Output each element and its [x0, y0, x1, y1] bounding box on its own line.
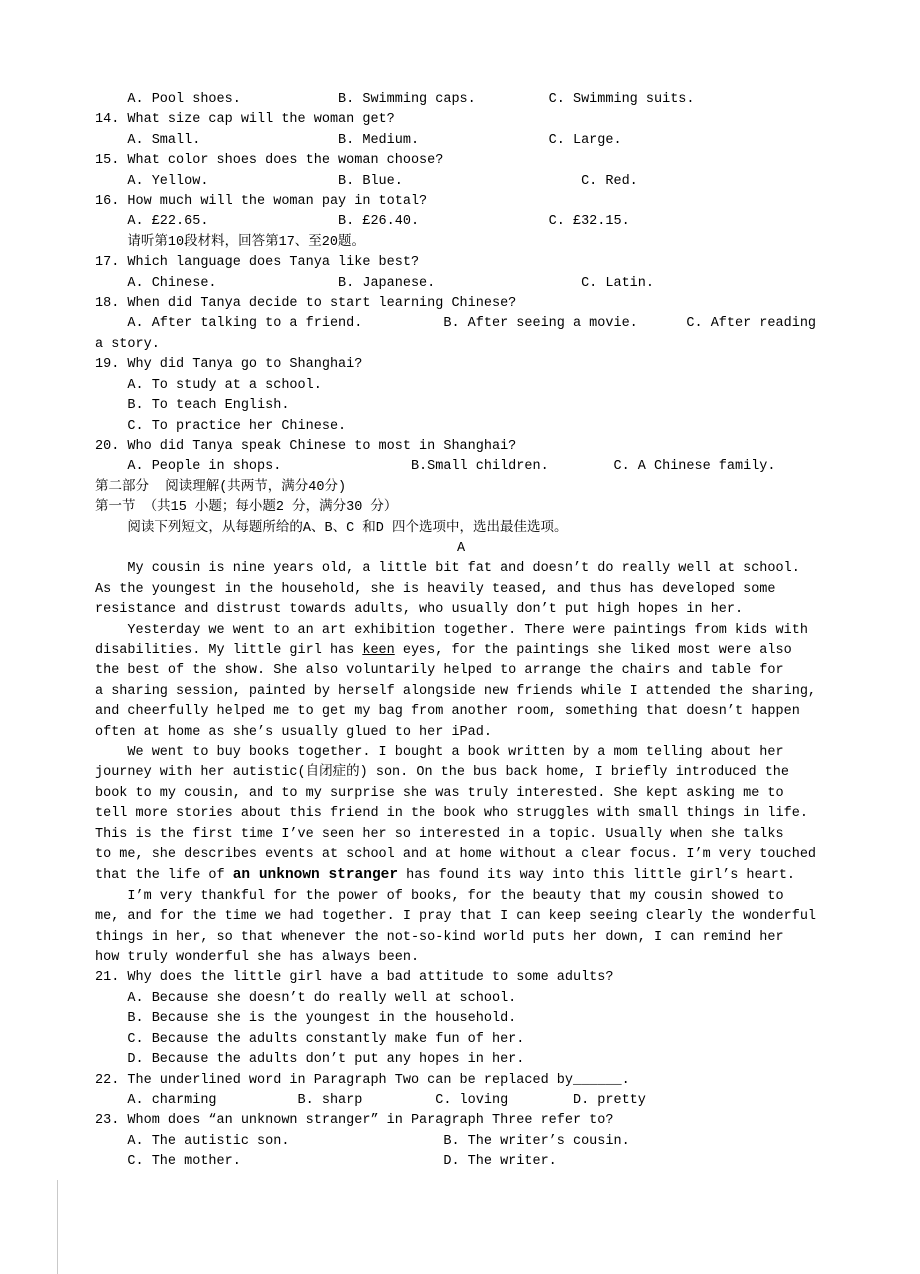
text-segment: A. People in shops. B.Small children. C. A Chinese family.	[95, 459, 776, 475]
text-segment: A. £22.65. B. £26.40. C. £32.15.	[95, 214, 630, 230]
text-segment: We went to buy books together. I bought a book written by a mom telling about her	[95, 745, 784, 760]
text-segment: A. Yellow. B. Blue. C. Red.	[95, 173, 638, 189]
question-line	[95, 355, 920, 375]
text-segment: tell more stories about this friend in the book who struggles with small things in life.	[95, 806, 808, 822]
passage-line	[95, 621, 920, 641]
passage-line	[95, 763, 920, 783]
text-segment: 请听第10段材料，回答第17、至20题。	[95, 234, 366, 250]
text-segment: As the youngest in the household, she is heavily teased, and thus has developed some	[95, 581, 776, 597]
option-line	[95, 989, 920, 1009]
passage-line	[95, 825, 920, 845]
passage-line	[95, 907, 920, 927]
passage-line	[95, 580, 920, 600]
text-segment: A	[456, 540, 466, 556]
option-row-line	[95, 457, 920, 477]
text-segment: has found its way into this little girl’s heart.	[398, 868, 796, 884]
option-row-line	[95, 1132, 920, 1152]
text-segment: 17. Which language does Tanya like best?	[95, 255, 420, 271]
text-segment: things in her, so that whenever the not-so-kind world puts her down, I can remind her	[95, 929, 784, 945]
passage-line	[95, 702, 920, 722]
text-segment: A. Because she doesn’t do really well at school.	[95, 990, 517, 1006]
page-edge-line	[57, 1180, 58, 1274]
bold-phrase: an unknown stranger	[232, 867, 399, 884]
text-segment: My cousin is nine years old, a little bit fat and doesn’t do really well at school.	[95, 561, 800, 577]
text-segment: This is the first time I’ve seen her so interested in a topic. Usually when she talks	[95, 826, 784, 842]
passage-line	[95, 641, 920, 661]
text-segment: how truly wonderful she has always been.	[95, 950, 420, 966]
audio-instruction-line	[95, 233, 920, 253]
text-segment: book to my cousin, and to my surprise she was truly interested. She kept asking me to	[95, 785, 784, 801]
text-segment: 19. Why did Tanya go to Shanghai?	[95, 357, 363, 373]
option-row-line	[95, 131, 920, 151]
sub-section-header-line	[95, 498, 920, 518]
text-segment: disabilities. My little girl has	[95, 642, 363, 658]
section-header-line	[95, 478, 920, 498]
text-segment: journey with her autistic(自闭症的) son. On the bus back home, I briefly introduced the	[95, 765, 790, 781]
passage-line	[95, 845, 920, 865]
option-row-line	[95, 1091, 920, 1111]
text-segment: and cheerfully helped me to get my bag from another room, something that doesn’t happen	[95, 704, 800, 720]
passage-line	[95, 948, 920, 968]
option-row-line	[95, 274, 920, 294]
text-segment: me, and for the time we had together. I pray that I can keep seeing clearly the wonderful	[95, 909, 817, 925]
text-segment: 第二部分 阅读理解(共两节，满分40分)	[95, 479, 347, 495]
passage-line	[95, 661, 920, 681]
option-line	[95, 417, 920, 437]
question-line	[95, 192, 920, 212]
text-segment: A. The autistic son. B. The writer’s cousin.	[95, 1133, 630, 1149]
question-line	[95, 1071, 920, 1091]
text-segment: A. Pool shoes. B. Swimming caps. C. Swimming suits.	[95, 92, 695, 107]
option-line	[95, 376, 920, 396]
option-row-line	[95, 314, 920, 334]
option-line	[95, 396, 920, 416]
text-segment: 20. Who did Tanya speak Chinese to most in Shanghai?	[95, 438, 517, 454]
text-segment: D. Because the adults don’t put any hopes in her.	[95, 1052, 525, 1068]
text-segment: a sharing session, painted by herself alongside new friends while I attended the sharing,	[95, 683, 817, 699]
text-segment: A. To study at a school.	[95, 377, 322, 393]
text-segment: C. Because the adults constantly make fun of her.	[95, 1031, 525, 1047]
text-segment: 阅读下列短文，从每题所给的A、B、C 和D 四个选项中，选出最佳选项。	[95, 520, 568, 536]
question-line	[95, 437, 920, 457]
passage-line	[95, 928, 920, 948]
passage-line	[95, 559, 920, 579]
text-segment: eyes, for the paintings she liked most were also	[394, 642, 792, 658]
text-segment: 21. Why does the little girl have a bad attitude to some adults?	[95, 970, 614, 986]
option-row-line	[95, 212, 920, 232]
text-segment: 23. Whom does “an unknown stranger” in Paragraph Three refer to?	[95, 1113, 614, 1129]
option-line	[95, 1050, 920, 1070]
option-row-line	[95, 90, 920, 110]
text-segment: 14. What size cap will the woman get?	[95, 112, 395, 128]
text-segment: 16. How much will the woman pay in total?	[95, 194, 428, 210]
text-segment: 18. When did Tanya decide to start learning Chinese?	[95, 296, 517, 312]
text-segment: A. Small. B. Medium. C. Large.	[95, 132, 622, 148]
passage-line	[95, 723, 920, 743]
text-segment: 22. The underlined word in Paragraph Two can be replaced by______.	[95, 1072, 630, 1088]
passage-line	[95, 682, 920, 702]
text-segment: C. To practice her Chinese.	[95, 418, 347, 434]
question-line	[95, 294, 920, 314]
text-segment: 第一节 （共15 小题；每小题2 分，满分30 分）	[95, 500, 398, 516]
question-line	[95, 1111, 920, 1131]
option-line	[95, 1009, 920, 1029]
text-segment: a story.	[95, 336, 160, 352]
text-segment: 15. What color shoes does the woman choose?	[95, 153, 444, 169]
question-line	[95, 151, 920, 171]
text-segment: B. Because she is the youngest in the household.	[95, 1011, 517, 1027]
text-segment: Yesterday we went to an art exhibition together. There were paintings from kids with	[95, 622, 808, 638]
question-line	[95, 968, 920, 988]
instruction-line	[95, 519, 920, 539]
text-segment: A. Chinese. B. Japanese. C. Latin.	[95, 275, 654, 291]
text-segment: to me, she describes events at school and at home without a clear focus. I’m very touched	[95, 847, 817, 863]
passage-label-line	[95, 539, 827, 559]
passage-line	[95, 887, 920, 907]
passage-line	[95, 784, 920, 804]
text-segment: the best of the show. She also voluntarily helped to arrange the chairs and table for	[95, 663, 784, 679]
passage-line	[95, 865, 920, 886]
option-row-line	[95, 1152, 920, 1172]
document-content	[95, 90, 920, 1173]
option-row-line	[95, 172, 920, 192]
option-row-line	[95, 335, 920, 355]
text-segment: resistance and distrust towards adults, who usually don’t put high hopes in her.	[95, 602, 744, 618]
text-segment: B. To teach English.	[95, 398, 290, 414]
text-segment: A. charming B. sharp C. loving D. pretty	[95, 1092, 646, 1108]
text-segment: I’m very thankful for the power of books, for the beauty that my cousin showed to	[95, 888, 784, 904]
passage-line	[95, 743, 920, 763]
text-segment: A. After talking to a friend. B. After seeing a movie. C. After reading	[95, 316, 817, 332]
underlined-word: keen	[362, 642, 395, 658]
text-segment: often at home as she’s usually glued to her iPad.	[95, 724, 492, 740]
option-line	[95, 1030, 920, 1050]
text-segment: that the life of	[95, 868, 233, 884]
question-line	[95, 110, 920, 130]
question-line	[95, 253, 920, 273]
passage-line	[95, 600, 920, 620]
text-segment: C. The mother. D. The writer.	[95, 1154, 557, 1170]
passage-line	[95, 804, 920, 824]
